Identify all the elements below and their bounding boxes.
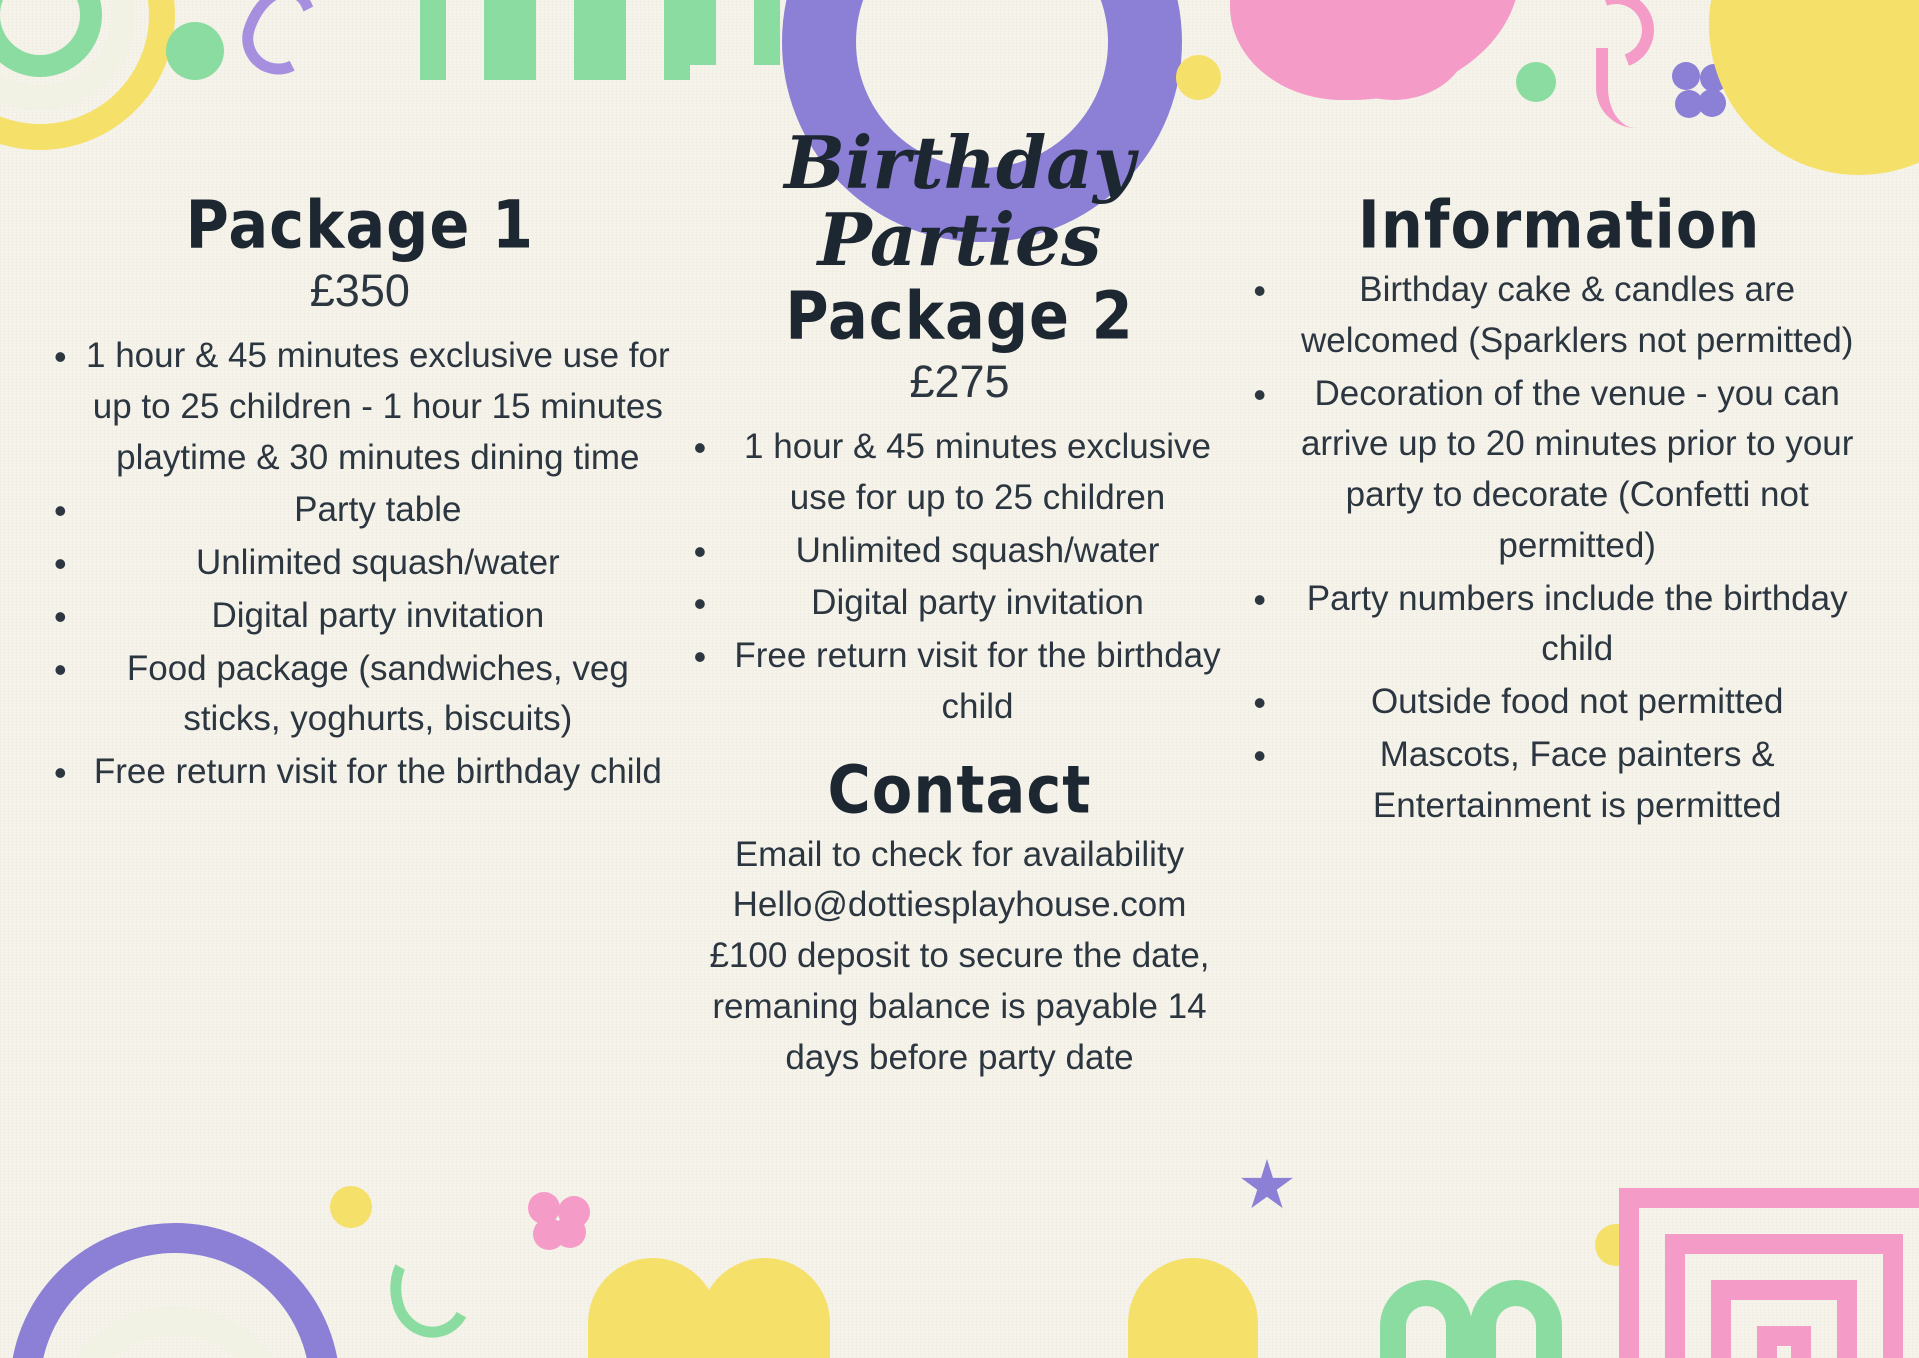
list-item: • Free return visit for the birthday child	[680, 631, 1240, 733]
list-item: • Food package (sandwiches, veg sticks, yoghurts, biscuits)	[40, 644, 680, 746]
list-item: • Outside food not permitted	[1239, 677, 1879, 728]
contact-block	[680, 830, 1240, 1084]
poster-title-line-1: Birthday	[784, 120, 1135, 205]
contact-line: £100 deposit to secure the date,	[709, 936, 1210, 976]
list-item: • Mascots, Face painters & Entertainment is permitted	[1239, 730, 1879, 832]
package-2-price: £275	[909, 356, 1010, 408]
poster-title	[680, 120, 1240, 282]
list-item: • Free return visit for the birthday child	[40, 747, 680, 798]
list-item: • 1 hour & 45 minutes exclusive use for up to 25 children - 1 hour 15 minutes playtime & 30 minutes dining time	[40, 331, 680, 483]
list-item: • Birthday cake & candles are welcomed (Sparklers not permitted)	[1239, 265, 1879, 367]
package-2-heading: Package 2	[785, 276, 1134, 355]
list-item: • Party numbers include the birthday child	[1239, 574, 1879, 676]
package-1-heading: Package 1	[185, 185, 534, 264]
list-item: • Unlimited squash/water	[680, 526, 1240, 577]
contact-heading: Contact	[827, 750, 1092, 828]
contact-line: remaning balance is payable 14	[712, 986, 1207, 1026]
middle-column	[680, 0, 1240, 1358]
list-item: • Party table	[40, 485, 680, 536]
package-1-list	[40, 331, 680, 798]
list-item: • 1 hour & 45 minutes exclusive use for up to 25 children	[680, 422, 1240, 524]
information-heading: Information	[1357, 185, 1761, 264]
package-2-list	[680, 422, 1240, 733]
list-item: • Unlimited squash/water	[40, 538, 680, 589]
list-item: • Digital party invitation	[40, 591, 680, 642]
information-list	[1239, 265, 1879, 831]
contact-line: Email to check for availability	[734, 834, 1185, 874]
list-item: • Digital party invitation	[680, 578, 1240, 629]
package-1-column	[40, 0, 680, 1358]
list-item: • Decoration of the venue - you can arrive up to 20 minutes prior to your party to decorate (Confetti not permitted)	[1239, 369, 1879, 572]
poster-title-line-2: Parties	[817, 196, 1102, 282]
contact-email[interactable]: Hello@dottiesplayhouse.com	[732, 885, 1187, 925]
contact-line: days before party date	[785, 1037, 1134, 1077]
information-column	[1239, 0, 1879, 1358]
package-1-price: £350	[309, 265, 410, 316]
